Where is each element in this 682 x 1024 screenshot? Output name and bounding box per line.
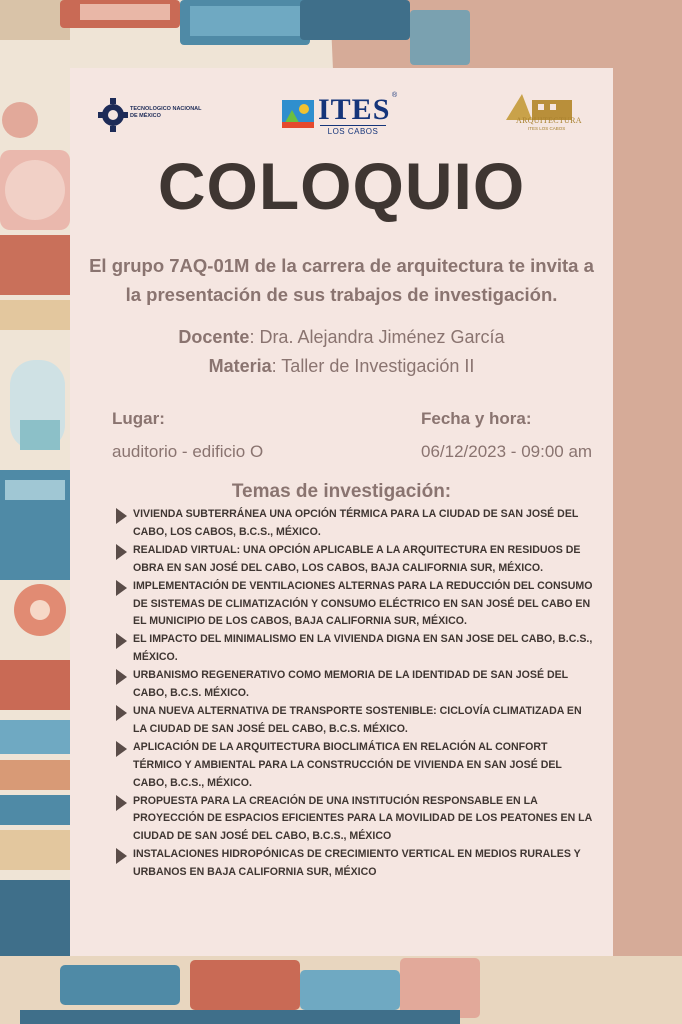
docente-value: : Dra. Alejandra Jiménez García: [249, 327, 505, 347]
docente-line: [70, 323, 613, 352]
location-label: Lugar:: [112, 409, 165, 428]
list-item: [114, 793, 594, 847]
list-item: [114, 542, 594, 578]
arrow-bullet-icon: [116, 544, 127, 560]
arquitectura-logo: [502, 90, 582, 140]
topics-heading: Temas de investigación:: [231, 481, 452, 502]
arrow-bullet-icon: [116, 705, 127, 721]
ites-logo: [282, 92, 402, 138]
topic-text: UNA NUEVA ALTERNATIVA DE TRANSPORTE SOSTENIBLE: CICLOVÍA CLIMATIZADA EN LA CIUDAD DE SAN JOSÉ DEL CABO, B.C.S. MÉXICO.: [133, 704, 582, 735]
topic-text: APLICACIÓN DE LA ARQUITECTURA BIOCLIMÁTICA EN RELACIÓN AL CONFORT TÉRMICO Y AMBIENTAL PARA LA CONSTRUCCIÓN DE VIVIENDA EN SAN JOSÉ DEL CABO, B.C.S., MÉXICO.: [133, 740, 562, 789]
list-item: [114, 667, 594, 703]
list-item: [114, 703, 594, 739]
arquitectura-logo-subtitle: ITES LOS CABOS: [528, 126, 566, 131]
list-item: [114, 631, 594, 667]
arrow-bullet-icon: [116, 669, 127, 685]
gear-icon: [98, 94, 128, 136]
topics-list: [114, 506, 594, 882]
materia-line: [70, 352, 613, 381]
list-item: [114, 846, 594, 882]
page-title: COLOQUIO: [157, 149, 526, 223]
docente-label: Docente: [178, 327, 250, 347]
datetime-label: Fecha y hora:: [421, 409, 532, 428]
arrow-bullet-icon: [116, 580, 127, 596]
topic-text: VIVIENDA SUBTERRÁNEA UNA OPCIÓN TÉRMICA PARA LA CIUDAD DE SAN JOSÉ DEL CABO, LOS CABOS, B.C.S., MÉXICO.: [133, 508, 579, 538]
invitation-text: El grupo 7AQ-01M de la carrera de arquitectura te invita a la presentación de sus trabajos de investigación.: [89, 255, 594, 305]
logo-row: [70, 90, 613, 140]
ites-emblem-icon: [282, 100, 314, 128]
arrow-bullet-icon: [116, 633, 127, 649]
arquitectura-logo-text: ARQUITECTURA: [516, 116, 582, 125]
datetime-value: 06/12/2023 - 09:00 am: [421, 442, 593, 461]
location-value: auditorio - edificio O: [112, 442, 264, 461]
topic-text: REALIDAD VIRTUAL: UNA OPCIÓN APLICABLE A LA ARQUITECTURA EN RESIDUOS DE OBRA EN SAN JOSÉ DEL CABO, LOS CABOS, BAJA CALIFORNIA SUR, MÉXICO.: [133, 543, 581, 574]
materia-label: Materia: [208, 356, 272, 376]
topic-text: PROPUESTA PARA LA CREACIÓN DE UNA INSTITUCIÓN RESPONSABLE EN LA PROYECCIÓN DE ESPACIOS EFICIENTES PARA LA MOVILIDAD DE LOS PEATONES EN LA CIUDAD DE SAN JOSÉ DEL CABO, B.C.S., MÉXICO: [133, 794, 592, 843]
ites-wordmark: ITES: [318, 93, 391, 126]
materia-value: : Taller de Investigación II: [271, 356, 475, 376]
arrow-bullet-icon: [116, 508, 127, 524]
tecnm-logo: [98, 94, 208, 136]
invitation-card: [70, 68, 613, 956]
ites-registered-mark: ®: [392, 92, 398, 99]
arrow-bullet-icon: [116, 795, 127, 811]
list-item: [114, 578, 594, 632]
topic-text: URBANISMO REGENERATIVO COMO MEMORIA DE LA IDENTIDAD DE SAN JOSÉ DEL CABO, B.C.S. MÉXICO.: [133, 669, 568, 700]
course-info: [70, 323, 613, 381]
list-item: [114, 739, 594, 793]
topic-text: IMPLEMENTACIÓN DE VENTILACIONES ALTERNAS PARA LA REDUCCIÓN DEL CONSUMO DE SISTEMAS DE CLIMATIZACIÓN Y CONSUMO ELÉCTRICO EN SAN JOSÉ DEL CABO EN EL MUNICIPIO DE LOS CABOS, BAJA CALIFORNIA SUR, MÉXICO.: [133, 579, 593, 628]
datetime-block: [421, 402, 592, 468]
ites-subtitle: LOS CABOS: [320, 125, 386, 136]
arrow-bullet-icon: [116, 741, 127, 757]
tecnm-logo-text: TECNOLOGICO NACIONAL DE MÉXICO: [130, 106, 202, 119]
list-item: [114, 506, 594, 542]
topic-text: EL IMPACTO DEL MINIMALISMO EN LA VIVIENDA DIGNA EN SAN JOSE DEL CABO, B.C.S., MÉXICO.: [133, 633, 593, 664]
location-block: [112, 402, 263, 468]
topic-text: INSTALACIONES HIDROPÓNICAS DE CRECIMIENTO VERTICAL EN MEDIOS RURALES Y URBANOS EN BAJA CALIFORNIA SUR, MÉXICO: [133, 848, 581, 879]
arrow-bullet-icon: [116, 848, 127, 864]
